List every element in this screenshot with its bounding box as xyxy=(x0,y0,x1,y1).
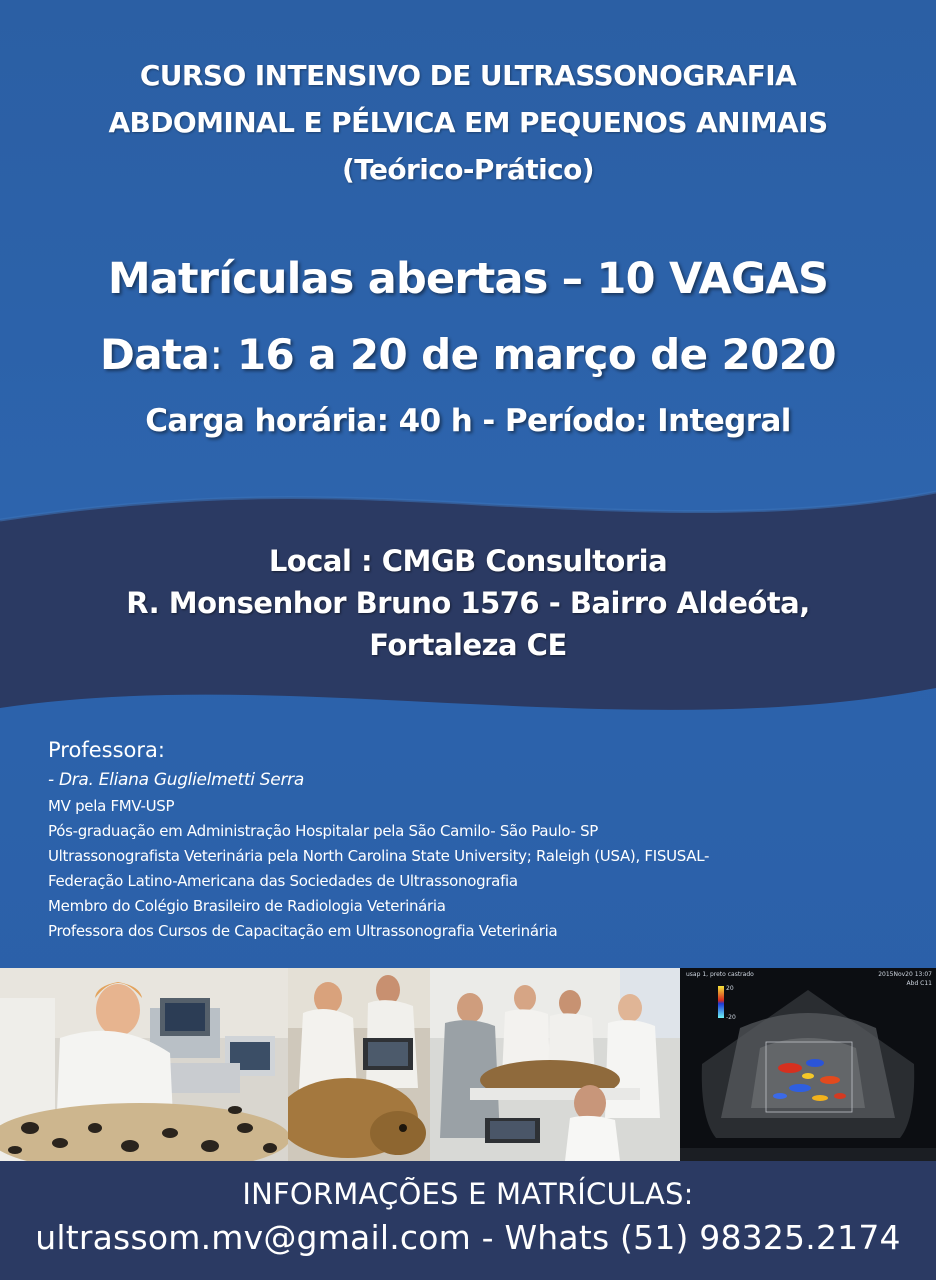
title-line-1: CURSO INTENSIVO DE ULTRASSONOGRAFIA xyxy=(139,59,797,92)
photo-ultrasound-doppler xyxy=(680,968,936,1161)
ultrasound-top-right-label: 2015Nov20 13:07 xyxy=(878,971,932,978)
credential-line: Membro do Colégio Brasileiro de Radiologia Veterinária xyxy=(48,897,446,915)
professor-info xyxy=(48,734,908,944)
ultrasound-scale-top: 20 xyxy=(726,985,734,992)
date-label: Data xyxy=(100,330,210,379)
credential-line: Pós-graduação em Administração Hospitalar pela São Camilo- São Paulo- SP xyxy=(48,822,599,840)
location-line-3: Fortaleza CE xyxy=(369,628,567,662)
date-colon: : xyxy=(209,330,223,379)
professor-name: - Dra. Eliana Guglielmetti Serra xyxy=(48,770,304,790)
credential-line: Ultrassonografista Veterinária pela North Carolina State University; Raleigh (USA), FISUSAL- xyxy=(48,847,710,865)
contact-details: ultrassom.mv@gmail.com - Whats (51) 98325.2174 xyxy=(35,1218,901,1257)
contact-heading: INFORMAÇÕES E MATRÍCULAS: xyxy=(242,1177,694,1211)
ultrasound-side-label: Abd C11 xyxy=(906,980,932,987)
location-line-2: R. Monsenhor Bruno 1576 - Bairro Aldeóta, xyxy=(126,586,810,620)
photo-instructor-ultrasound xyxy=(0,968,288,1161)
date-headline xyxy=(0,330,936,379)
location-info xyxy=(0,540,936,666)
professor-heading: Professora: xyxy=(48,738,165,762)
date-value: 16 a 20 de março de 2020 xyxy=(222,330,836,379)
credential-line: MV pela FMV-USP xyxy=(48,797,175,815)
course-title xyxy=(0,52,936,193)
credential-line: Professora dos Cursos de Capacitação em Ultrassonografia Veterinária xyxy=(48,922,558,940)
ultrasound-scale-bottom: -20 xyxy=(726,1014,736,1021)
enrollment-headline: Matrículas abertas – 10 VAGAS xyxy=(107,254,829,304)
contact-footer xyxy=(0,1161,936,1280)
credential-line: Federação Latino-Americana das Sociedades de Ultrassonografia xyxy=(48,872,518,890)
workload-headline: Carga horária: 40 h - Período: Integral xyxy=(145,403,791,439)
photo-strip xyxy=(0,968,936,1161)
photo-students-dog xyxy=(288,968,430,1161)
location-line-1: Local : CMGB Consultoria xyxy=(268,544,668,578)
photo-class-group xyxy=(430,968,680,1161)
ultrasound-top-left-label: usap 1, preto castrado xyxy=(686,971,754,978)
title-line-3: (Teórico-Prático) xyxy=(342,153,594,186)
title-line-2: ABDOMINAL E PÉLVICA EM PEQUENOS ANIMAIS xyxy=(108,106,828,139)
